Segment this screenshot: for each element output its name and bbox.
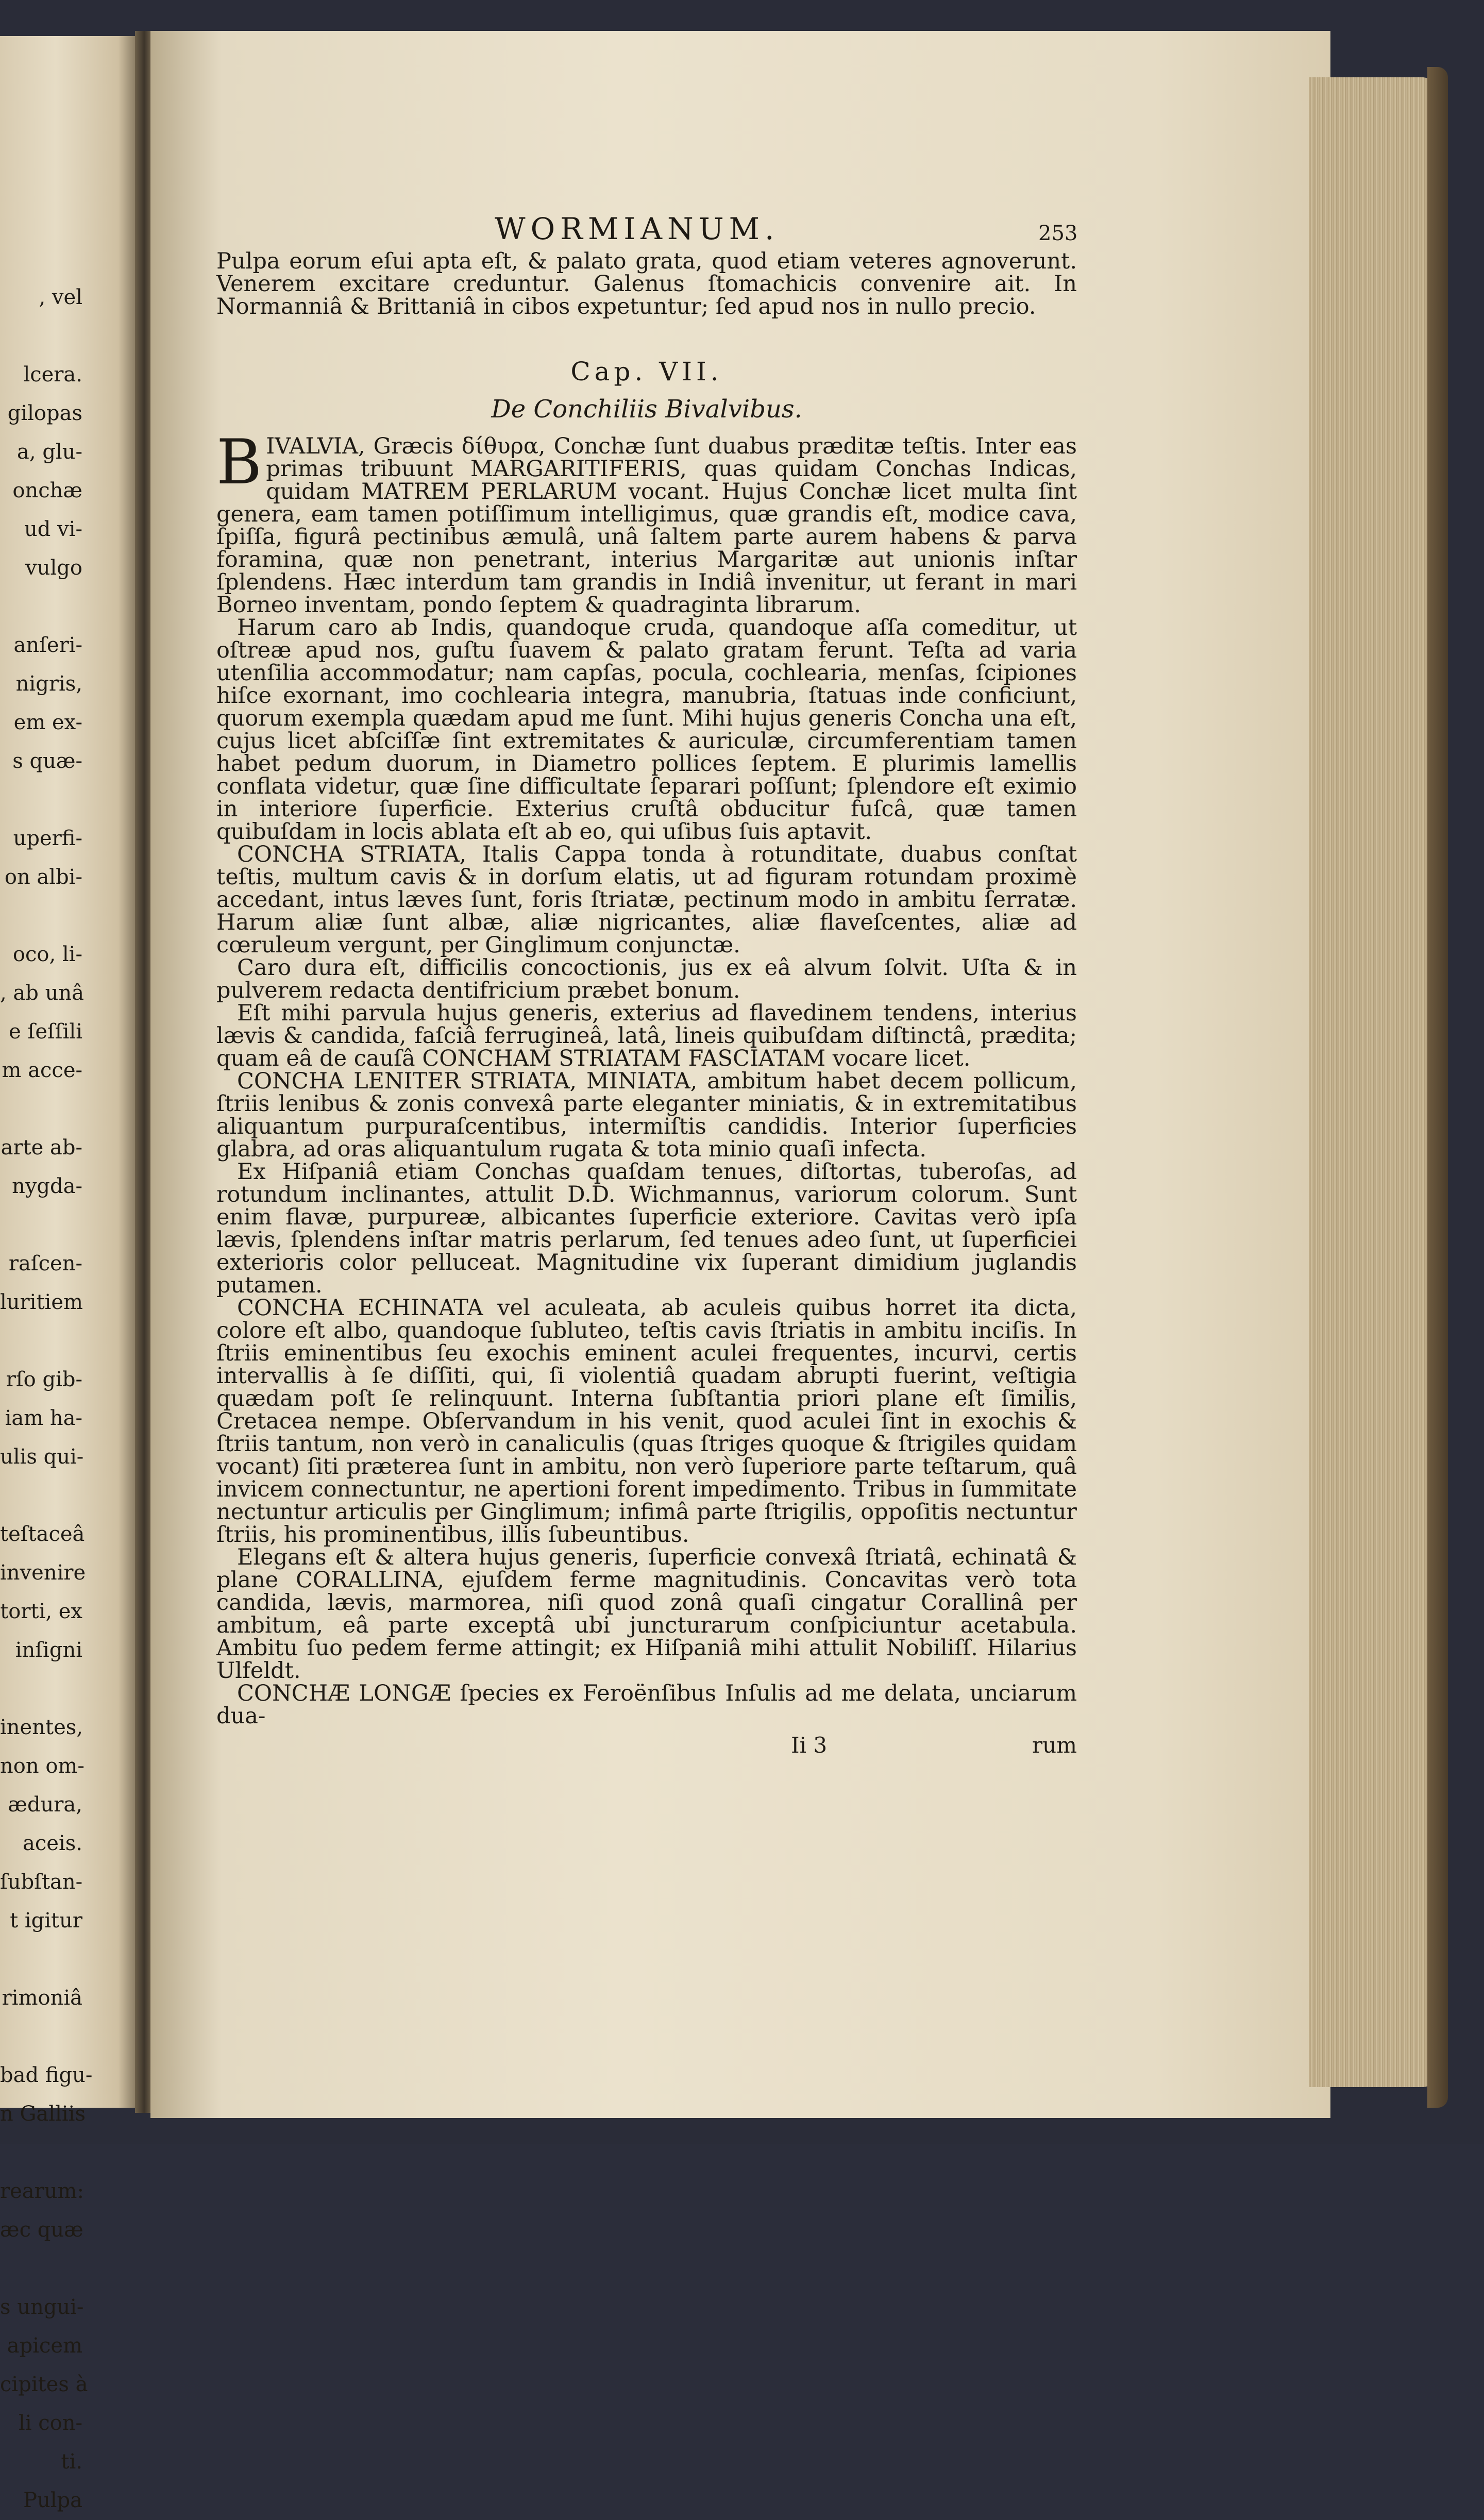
left-page-line (0, 2133, 129, 2172)
left-page-line: lcera. (23, 363, 82, 387)
left-page-line: rearum: (0, 2179, 84, 2203)
left-page-line: on albi- (4, 865, 82, 889)
left-page (0, 36, 139, 2512)
left-page-line: inſigni (15, 1638, 82, 1662)
left-page-line (0, 1670, 129, 1708)
left-page-line (0, 317, 129, 356)
left-page-text (0, 278, 129, 2520)
paragraph-2: Harum caro ab Indis, quandoque cruda, quandoque aſſa comeditur, ut oſtreæ apud nos, guſtu ſuavem & palato gratam ferunt. Teſta ad varia utenſilia accommodatur; nam capſas, pocula, cochlearia, menſas, ſcipiones hiſce exornant, imo cochlearia integra, manubria, ſtatuas inde conficiunt, quorum exempla quædam apud me ſunt. Mihi hujus generis Concha una eſt, cujus licet abſciſſæ ſint extremitates & auriculæ, circumferentiam tamen habet pedum duorum, in Diametro pollices ſeptem. E plurimis lamellis conflata videtur, quæ ſine difficultate ſeparari poſſunt; ſplendore eſt eximio in interiore ſuperficie. Exterius cruſtâ obducitur fuſcâ, quæ tamen quibuſdam in locis ablata eſt ab eo, qui uſibus ſuis aptavit. (216, 615, 1077, 845)
left-page-line (0, 1476, 129, 1515)
page-footer (216, 1733, 1077, 1763)
running-head (216, 211, 1077, 250)
left-page-line: onchæ (12, 479, 82, 502)
catchword: rum (1032, 1733, 1077, 1758)
intro-paragraph: Pulpa eorum eſui apta eſt, & palato grata, quod etiam veteres agnoverunt. Venerem excitare creduntur. Galenus ſtomachicis convenire ait. In Normanniâ & Brittaniâ in cibos expetuntur; ſed apud nos in nullo precio. (216, 248, 1077, 320)
left-page-line: apicem (7, 2334, 82, 2358)
left-page-line (0, 781, 129, 819)
left-page-line: ti. (61, 2450, 82, 2474)
left-page-line (0, 1090, 129, 1129)
chapter-subtitle: De Conchiliis Bivalvibus. (491, 395, 802, 424)
left-page-line: e ſeſſili (9, 1020, 82, 1044)
paragraph-7: Ex Hiſpaniâ etiam Conchas quaſdam tenues, diſtortas, tuberoſas, ad rotundum inclinantes, attulit D.D. Wichmannus, variorum colorum. Sunt enim flavæ, purpureæ, albicantes ſuperficie exteriore. Cavitas verò ipſa lævis, ſplendens inſtar matris perlarum, ſed tenues adeo ſunt, ut ſuperficiei exterioris color pelluceat. Magnitudine vix ſuperant dimidium juglandis putamen. (216, 1159, 1077, 1298)
left-page-line: invenire (0, 1561, 86, 1585)
left-page-line (0, 2249, 129, 2288)
paragraph-text: IVALVIA, Græcis δίθυρα, Conchæ ſunt duabus præditæ teſtis. Inter eas primas tribuunt MARGARITIFERIS, quas quidam Conchas Indicas, quidam MATREM PERLARUM vocant. Hujus Conchæ licet multa ſint genera, eam tamen potiſſimum intelligimus, quæ grandis eſt, modice cava, ſpiſſa, figurâ pectinibus æmulâ, unâ ſaltem parte aurem habens & parva foramina, quæ non penetrant, interius Margaritæ aut unionis inſtar ſplendens. Hæc interdum tam grandis in Indiâ invenitur, ut ferant in mari Borneo inventam, pondo ſeptem & quadraginta librarum. (216, 433, 1077, 618)
left-page-line: gilopas (7, 401, 82, 425)
left-page-line: s ungui- (0, 2295, 84, 2319)
left-page-line (0, 2018, 129, 2056)
left-page-line: luritiem (0, 1290, 83, 1314)
paragraph-3: CONCHA STRIATA, Italis Cappa tonda à rotunditate, duabus conſtat teſtis, multum cavis & in dorſum elatis, ut ad figuram rotundam proximè accedant, intus læves ſunt, foris ſtriatæ, pectinum modo in ambitu ſerratæ. Harum aliæ ſunt albæ, aliæ nigricantes, aliæ flaveſcentes, aliæ ad cœruleum vergunt, per Ginglimum conjunctæ. (216, 842, 1077, 958)
right-page-content (216, 211, 1077, 1763)
left-page-line: ulis qui- (0, 1445, 84, 1469)
left-page-line: , ab unâ (0, 981, 84, 1005)
left-page-line: rſo gib- (6, 1368, 82, 1391)
paragraph-1 (216, 427, 1077, 618)
left-page-line: s quæ- (12, 749, 82, 773)
paragraph-9: Elegans eſt & altera hujus generis, ſuperficie convexâ ſtriatâ, echinatâ & plane CORALLINA, ejuſdem ferme magnitudinis. Concavitas verò tota candida, lævis, marmorea, niſi quod zonâ quaſi cingatur Corallinâ per ambitum, eâ parte exceptâ ubi juncturarum conſpiciuntur acetabula. Ambitu ſuo pedem ferme attingit; ex Hiſpaniâ mihi attulit Nobiliſſ. Hilarius Ulfeldt. (216, 1544, 1077, 1684)
paragraph-10: CONCHÆ LONGÆ ſpecies ex Feroënſibus Inſulis ad me delata, unciarum dua- (216, 1681, 1077, 1729)
paragraph-6: CONCHA LENITER STRIATA, MINIATA, ambitum habet decem pollicum, ſtriis lenibus & zonis convexâ parte eleganter miniatis, & in extremitatibus aliquantum purpuraſcentibus, intermiſtis candidis. Interior ſuperficies glabra, ad oras aliquantulum rugata & tota minio quaſi infecta. (216, 1068, 1077, 1162)
left-page-line: arte ab- (1, 1136, 82, 1160)
left-page-line: Pulpa (23, 2489, 82, 2512)
left-page-line: nygda- (12, 1174, 82, 1198)
left-page-line: a, glu- (17, 440, 82, 464)
left-page-line: cipites à (0, 2373, 88, 2396)
left-page-line: n Galliis (0, 2102, 86, 2126)
signature-mark: Ii 3 (791, 1733, 828, 1758)
left-page-line: m acce- (2, 1059, 82, 1082)
left-page-line: iam ha- (5, 1406, 82, 1430)
paragraph-8: CONCHA ECHINATA vel aculeata, ab aculeis quibus horret ita dicta, colore eſt albo, quandoque ſubluteo, teſtis cavis ſtriatis in ambitu inciſis. In ſtriis eminentibus ſeu exochis eminent aculei frequentes, incurvi, certis intervallis à ſe diſſiti, qui, ſi violentiâ quadam abrupti fuerint, veſtigia quædam poſt ſe relinquunt. Interna ſubſtantia priori plane eſt ſimilis, Cretacea nempe. Obſervandum in his venit, quod aculei ſint in exochis & ſtriis tantum, non verò in canaliculis (quas ſtriges quoque & ſtrigiles quidam vocant) ſiti præterea ſunt in ambitu, non verò ſuperiore parte teſtarum, quâ invicem connectuntur, ne apertioni forent impedimento. Tribus in ſummitate nectuntur articulis per Ginglimum; infimâ parte ſtrigilis, oppoſitis nectuntur ſtriis, his prominentibus, illis ſubeuntibus. (216, 1295, 1077, 1548)
left-page-line: em ex- (13, 711, 82, 734)
page-number: 253 (1038, 222, 1078, 245)
left-page-line: non om- (0, 1754, 85, 1778)
left-page-line: æc quæ (0, 2218, 83, 2242)
paragraph-5: Eſt mihi parvula hujus generis, exterius ad flavedinem tendens, interius lævis & candida, faſciâ ferrugineâ, latâ, lineis quibuſdam diſtinctâ, prædita; quam eâ de cauſâ CONCHAM STRIATAM FASCIATAM vocare licet. (216, 1000, 1077, 1071)
left-page-line: ædura, (8, 1793, 82, 1817)
left-page-line: , vel (39, 285, 82, 309)
left-page-line: ud vi- (24, 517, 82, 541)
page-edges (1309, 77, 1438, 2087)
left-page-line: oco, li- (12, 943, 82, 966)
left-page-line (0, 1940, 129, 1979)
running-title: WORMIANUM. (495, 211, 780, 246)
left-page-line: inentes, (0, 1716, 83, 1739)
left-page-line (0, 587, 129, 626)
left-page-line: rimoniâ (2, 1986, 82, 2010)
left-page-line (0, 897, 129, 935)
left-page-line: ſubſtan- (0, 1870, 83, 1894)
left-page-line (0, 1206, 129, 1245)
left-page-line: li con- (18, 2411, 82, 2435)
chapter-heading: Cap. VII. (570, 357, 723, 387)
left-page-line: raſcen- (8, 1252, 82, 1275)
left-page-line: torti, ex (0, 1600, 82, 1623)
paragraph-4: Caro dura eſt, difficilis concoctionis, jus ex eâ alvum ſolvit. Uſta & in pulverem redacta dentifricium præbet bonum. (216, 955, 1077, 1003)
left-page-line: t igitur (10, 1909, 82, 1933)
left-page-line: bad figu- (0, 2063, 93, 2087)
left-page-line: nigris, (15, 672, 82, 696)
left-page-line: vulgo (25, 556, 82, 580)
left-page-line: aceis. (23, 1832, 82, 1855)
left-page-line: teſtaceâ (0, 1522, 85, 1546)
cover-edge (1427, 67, 1448, 2108)
left-page-line (0, 1322, 129, 1360)
left-page-line: uperfi- (13, 827, 82, 850)
drop-cap: B (216, 427, 262, 498)
left-page-line: anſeri- (13, 633, 82, 657)
